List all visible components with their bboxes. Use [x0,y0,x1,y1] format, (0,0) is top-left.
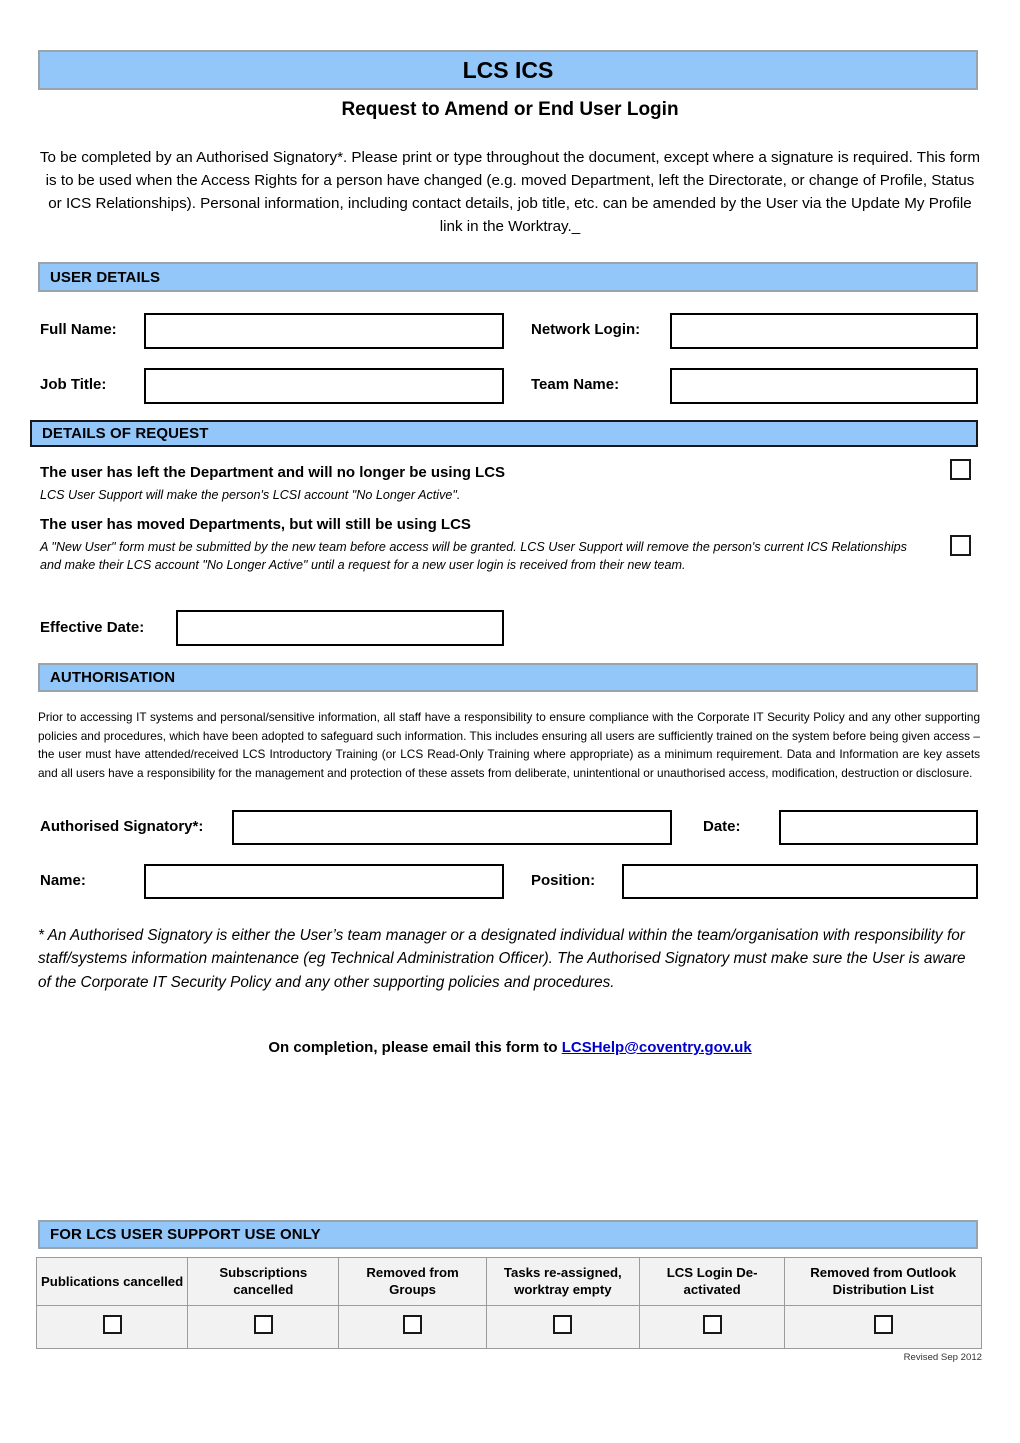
table-cell-publications-cancelled[interactable] [37,1305,188,1348]
table-cell-subscriptions-cancelled[interactable] [188,1305,339,1348]
authorised-signatory-footnote: * An Authorised Signatory is either the User’s team manager or a designated individual within the team/organisation with responsibility for staff/systems information maintenance (eg Technical Administration Officer). The Authorised Signatory must make sure the User is aware of the Corporate IT Security Policy and any other supporting policies and procedures. [38,927,966,991]
input-signatory-name[interactable] [144,864,504,899]
section-title-details-of-request: DETAILS OF REQUEST [42,425,209,442]
table-cell-lcs-login-deactivated[interactable] [639,1305,785,1348]
table-col-tasks-reassigned: Tasks re-assigned, worktray empty [486,1258,639,1306]
checkbox-tasks-reassigned[interactable] [553,1315,572,1334]
section-title-support-use: FOR LCS USER SUPPORT USE ONLY [50,1226,321,1243]
label-signatory-name: Name: [40,872,86,889]
input-signatory-position[interactable] [622,864,978,899]
table-cell-removed-from-groups[interactable] [339,1305,486,1348]
label-full-name: Full Name: [40,321,117,338]
section-header-authorisation [38,663,978,692]
completion-instruction [0,1039,1020,1056]
table-col-removed-outlook-list: Removed from Outlook Distribution List [785,1258,982,1306]
label-network-login: Network Login: [531,321,641,338]
request-option-1-note: LCS User Support will make the person's LCSI account "No Longer Active". [40,488,461,502]
label-effective-date: Effective Date: [40,619,145,636]
table-cell-removed-outlook-list[interactable] [785,1305,982,1348]
request-option-1-heading: The user has left the Department and will no longer be using LCS [40,464,506,481]
table-col-subscriptions-cancelled: Subscriptions cancelled [188,1258,339,1306]
input-full-name[interactable] [144,313,504,349]
support-checklist-table [36,1257,982,1349]
input-network-login[interactable] [670,313,978,349]
label-team-name: Team Name: [531,376,620,393]
revision-footer: Revised Sep 2012 [903,1352,982,1363]
table-col-lcs-login-deactivated: LCS Login De-activated [639,1258,785,1306]
input-team-name[interactable] [670,368,978,404]
request-option-1-checkbox[interactable] [950,459,971,480]
document-title-bar [38,50,978,90]
section-title-user-details: USER DETAILS [50,268,161,286]
label-authorised-signatory: Authorised Signatory*: [40,818,204,835]
table-cell-tasks-reassigned[interactable] [486,1305,639,1348]
checkbox-removed-outlook-list[interactable] [874,1315,893,1334]
checkbox-subscriptions-cancelled[interactable] [254,1315,273,1334]
checkbox-lcs-login-deactivated[interactable] [703,1315,722,1334]
authorisation-paragraph: Prior to accessing IT systems and personal/sensitive information, all staff have a responsibility to ensure compliance with the Corporate IT Security Policy and any other supporting policies and procedures, which have been adopted to safeguard such information. This includes ensuring all users are sufficiently trained on the system before being given access – the user must have attended/received LCS Introductory Training (or LCS Read-Only Training where appropriate) as a minimum requirement. Data and Information are key assets and all users have a responsibility for the management and protection of these assets from deliberate, unintentional or unauthorised access, modification, destruction or disclosure. [38,710,980,780]
checkbox-publications-cancelled[interactable] [103,1315,122,1334]
checkbox-removed-from-groups[interactable] [403,1315,422,1334]
input-effective-date[interactable] [176,610,504,646]
label-signatory-position: Position: [531,872,596,889]
table-col-publications-cancelled: Publications cancelled [37,1258,188,1306]
table-checkbox-row [37,1305,982,1348]
label-signatory-date: Date: [703,818,741,835]
section-title-authorisation: AUTHORISATION [50,669,176,686]
table-col-removed-from-groups: Removed from Groups [339,1258,486,1306]
input-authorised-signatory[interactable] [232,810,672,845]
input-signatory-date[interactable] [779,810,978,845]
request-option-2-note: A "New User" form must be submitted by the new team before access will be granted. LCS User Support will remove the person's current ICS Relationships and make their LCS account "No Longer Active" until a request for a new user login is received from their new team. [40,540,907,573]
label-job-title: Job Title: [40,376,107,393]
support-email-link[interactable]: LCSHelp@coventry.gov.uk [561,1039,752,1056]
section-header-user-details [38,262,978,292]
document-subtitle: Request to Amend or End User Login [341,99,679,120]
section-header-details-of-request [30,420,978,447]
table-header-row [37,1258,982,1306]
section-header-support-use [38,1220,978,1249]
request-option-2-checkbox[interactable] [950,535,971,556]
request-option-2-heading: The user has moved Departments, but will still be using LCS [40,516,471,533]
input-job-title[interactable] [144,368,504,404]
completion-text: On completion, please email this form to [268,1039,562,1056]
document-intro-paragraph: To be completed by an Authorised Signatory*. Please print or type throughout the document, except where a signature is required. This form is to be used when the Access Rights for a person have changed (e.g. moved Department, left the Directorate, or change of Profile, Status or ICS Relationships). Personal information, including contact details, job title, etc. can be amended by the User via the Update My Profile link in the Worktray._ [39,149,981,236]
document-title: LCS ICS [462,56,554,83]
